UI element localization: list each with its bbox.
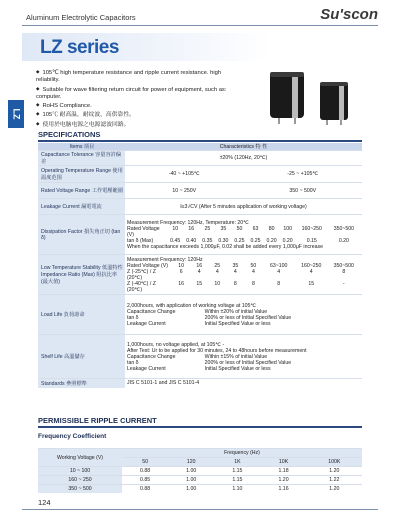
shelf-life-value: Initial Specified Value or less: [204, 365, 271, 372]
ripple-coefficient: 1.20: [307, 485, 362, 494]
ripple-coefficient: 1.00: [168, 467, 214, 476]
low-temp-ratio: 10: [214, 280, 221, 287]
spec-label-operating-temp: Operating Temperature Range 使用温度范围: [38, 166, 125, 183]
ripple-coefficient: 0.85: [122, 476, 168, 485]
ripple-title: PERMISSIBLE RIPPLE CURRENT: [38, 416, 157, 425]
low-temp-ratio: 4: [309, 268, 313, 275]
low-temp-ratio: -: [342, 280, 345, 287]
shelf-life-key: Leakage Current: [127, 365, 166, 372]
spec-value-rated-voltage-high: 350 ~ 500V: [243, 183, 362, 199]
dissipation-voltage: 35: [220, 225, 227, 232]
ripple-coefficient: 1.15: [214, 476, 260, 485]
shelf-life-key: tan δ: [127, 359, 139, 366]
ripple-coefficient: 1.18: [260, 467, 306, 476]
low-temp-ratio: 4: [251, 268, 255, 275]
low-temp-ratio: 4: [215, 268, 219, 275]
shelf-life-after: After Test: Ur to be applied for 30 minutes, 24 to 48hours before measurement: [127, 347, 307, 354]
series-title: LZ series: [40, 37, 119, 58]
spec-load-life-block: [125, 295, 362, 335]
load-life-row: [127, 321, 360, 327]
shelf-life-row: [127, 366, 360, 372]
dissipation-voltage: 100: [283, 225, 292, 232]
table-row: [38, 485, 362, 494]
spec-label-capacitance-tolerance: Capacitance Tolerance 容量容許偏差: [38, 151, 125, 166]
side-tab-label: LZ: [11, 108, 21, 120]
low-temp-voltage: 160~250: [301, 262, 322, 269]
ripple-voltage: 350 ~ 500: [38, 485, 122, 494]
spec-dissipation-block: [125, 215, 362, 255]
ripple-coefficient: 1.00: [168, 485, 214, 494]
ripple-coefficient: 1.20: [260, 476, 306, 485]
dissipation-tan: 0.20: [282, 237, 293, 244]
low-temp-row2: [127, 269, 360, 281]
spec-head-characteristics: Characteristics 特 性: [125, 143, 362, 151]
dissipation-tan: 0.20: [266, 237, 277, 244]
feature-item: ◆ 使用於电脑电源之电源滤波回路。: [36, 120, 236, 129]
low-temp-ratio: 8: [342, 268, 346, 275]
ripple-voltage: 160 ~ 250: [38, 476, 122, 485]
low-temp-voltage: 16: [196, 262, 203, 269]
low-temp-ratio: 15: [196, 280, 203, 287]
spec-low-temp-block: [125, 255, 362, 295]
low-temp-row1-label: Rated Voltage (V): [127, 262, 168, 269]
load-life-value: Initial Specified Value or less: [204, 320, 271, 327]
ripple-head-frequency: Frequency (Hz): [122, 449, 362, 458]
load-life-key: Capacitance Change: [127, 308, 176, 315]
dissipation-row1-label: Rated Voltage (V): [127, 225, 160, 238]
ripple-frequency: 120: [168, 458, 214, 467]
load-life-hours: 2,000hours, with application of working voltage at 105℃: [127, 302, 257, 309]
feature-item: ◆ 105℃ high temperature resistance and ripple current resistance. high reliability.: [36, 68, 236, 85]
dissipation-voltage: 16: [188, 225, 195, 232]
dissipation-voltage: 80: [268, 225, 275, 232]
low-temp-ratio: 4: [197, 268, 201, 275]
spec-value-leakage: I≤3√CV (After 5 minutes application of working voltage): [125, 199, 362, 215]
brand-logo: Su'scon: [320, 6, 378, 23]
low-temp-row2-label: Z (-25℃) / Z (20℃): [127, 268, 156, 281]
ripple-frequency: 10K: [260, 458, 306, 467]
page-number: 124: [38, 498, 51, 507]
ripple-rule: [38, 426, 362, 428]
footer-rule: [22, 509, 378, 510]
low-temp-ratio: 8: [233, 280, 237, 287]
side-tab: [8, 100, 24, 128]
load-life-value: 200% or less of Initial Specified Value: [204, 314, 292, 321]
dissipation-measurement: Measurement Frequency: 120Hz, Temperature: 20℃: [127, 219, 249, 226]
load-life-value: Within ±20% of initial Value: [204, 308, 268, 315]
low-temp-ratio: 4: [277, 268, 281, 275]
dissipation-tan: 0.45: [170, 237, 181, 244]
ripple-subtitle: Frequency Coefficient: [38, 433, 107, 440]
low-temp-voltage: 50: [250, 262, 257, 269]
feature-item: ◆ 105℃ 耐高温，耐纹波，高供靠性。: [36, 110, 236, 119]
spec-head-items: Items 项目: [38, 143, 125, 151]
spec-label-load-life: Load Life 負荷壽命: [38, 295, 125, 335]
dissipation-tan: 0.35: [202, 237, 213, 244]
low-temp-voltage: 350~500: [333, 262, 354, 269]
dissipation-tan-row: [127, 238, 360, 244]
specifications-table: [38, 143, 362, 388]
table-row: [38, 467, 362, 476]
low-temp-ratio: 15: [308, 280, 315, 287]
spec-value-capacitance-tolerance: ±20% (120Hz, 20℃): [125, 151, 362, 166]
ripple-coefficient: 1.16: [260, 485, 306, 494]
ripple-frequency: 50: [122, 458, 168, 467]
spec-shelf-life-block: [125, 335, 362, 379]
spec-label-standards: Standards 參照標準: [38, 379, 125, 388]
capacitor-large: [270, 72, 304, 124]
spec-label-shelf-life: Shelf Life 高溫儲存: [38, 335, 125, 379]
spec-label-dissipation: Dissipation Factor 損失角正切 (tan δ): [38, 215, 125, 255]
dissipation-tan: 0.30: [218, 237, 229, 244]
shelf-life-value: Within ±15% of initial Value: [204, 353, 268, 360]
feature-item: ◆ RoHS Compliance.: [36, 101, 236, 110]
ripple-coefficient: 0.88: [122, 467, 168, 476]
specifications-rule: [38, 140, 362, 142]
ripple-coefficient: 1.22: [307, 476, 362, 485]
low-temp-row3-label: Z (-40℃) / Z (20℃): [127, 280, 156, 293]
dissipation-voltage-row: [127, 226, 360, 238]
dissipation-tan: 0.25: [234, 237, 245, 244]
category-label: Aluminum Electrolytic Capacitors: [26, 13, 136, 22]
ripple-coefficient: 1.00: [168, 476, 214, 485]
shelf-life-value: 200% or less of Initial Specified Value: [204, 359, 292, 366]
dissipation-voltage: 63: [252, 225, 259, 232]
spec-value-standards: JIS C 5101-1 and JIS C 5101-4: [125, 379, 362, 388]
low-temp-ratio: 8: [277, 280, 281, 287]
table-row: [38, 476, 362, 485]
dissipation-voltage: 160~250: [301, 225, 322, 232]
spec-label-rated-voltage: Rated Voltage Range 工作電壓範圍: [38, 183, 125, 199]
dissipation-note: When the capacitance exceeds 1,000μF, 0.02 shall be added every 1,000μF increase: [127, 243, 324, 250]
spec-label-low-temp: Low Temperature Stability 低溫特性 Impedance Ratio (Max) 阻抗比率 (最大值): [38, 255, 125, 295]
ripple-table: [38, 448, 362, 493]
header-rule: [22, 25, 378, 26]
feature-item: ◆ Suitable for wave filtering return circuit for power of equipment, such as: computer.: [36, 85, 236, 102]
spec-value-rated-voltage-low: 10 ~ 250V: [125, 183, 243, 199]
dissipation-voltage: 50: [236, 225, 243, 232]
ripple-frequency: 100K: [307, 458, 362, 467]
ripple-head-voltage: Working Voltage (V): [38, 449, 122, 467]
dissipation-tan: 0.15: [306, 237, 317, 244]
spec-value-operating-temp-high: -25 ~ +105℃: [243, 166, 362, 183]
low-temp-ratio: 16: [178, 280, 185, 287]
feature-list: [36, 68, 236, 129]
dissipation-voltage: 10: [172, 225, 179, 232]
dissipation-voltage: 25: [204, 225, 211, 232]
ripple-coefficient: 1.15: [214, 467, 260, 476]
dissipation-voltage: 350~500: [333, 225, 355, 232]
spec-value-operating-temp-low: -40 ~ +105℃: [125, 166, 243, 183]
capacitor-small: [320, 82, 348, 125]
low-temp-measurement: Measurement Frequency: 120Hz: [127, 256, 203, 263]
low-temp-ratio: 4: [233, 268, 237, 275]
low-temp-row3: [127, 281, 360, 293]
shelf-life-hours: 1,000hours, no voltage applied, at 105℃ -: [127, 341, 225, 348]
low-temp-voltage: 25: [214, 262, 221, 269]
low-temp-ratio: 8: [251, 280, 255, 287]
low-temp-voltage: 10: [178, 262, 185, 269]
spec-label-leakage: Leakage Current 漏電電流: [38, 199, 125, 215]
ripple-frequency: 1K: [214, 458, 260, 467]
load-life-key: Leakage Current: [127, 320, 166, 327]
load-life-key: tan δ: [127, 314, 139, 321]
ripple-coefficient: 0.88: [122, 485, 168, 494]
specifications-title: SPECIFICATIONS: [38, 130, 101, 139]
ripple-coefficient: 1.10: [214, 485, 260, 494]
ripple-coefficient: 1.20: [307, 467, 362, 476]
capacitor-photo: [262, 68, 362, 126]
low-temp-voltage: 35: [232, 262, 239, 269]
dissipation-row2-label: tan δ (Max): [127, 237, 154, 244]
shelf-life-key: Capacitance Change: [127, 353, 176, 360]
low-temp-ratio: 6: [179, 268, 183, 275]
dissipation-tan: 0.40: [186, 237, 197, 244]
ripple-voltage: 10 ~ 100: [38, 467, 122, 476]
low-temp-voltage: 63~100: [269, 262, 288, 269]
dissipation-tan: 0.20: [338, 237, 349, 244]
dissipation-tan: 0.25: [250, 237, 261, 244]
